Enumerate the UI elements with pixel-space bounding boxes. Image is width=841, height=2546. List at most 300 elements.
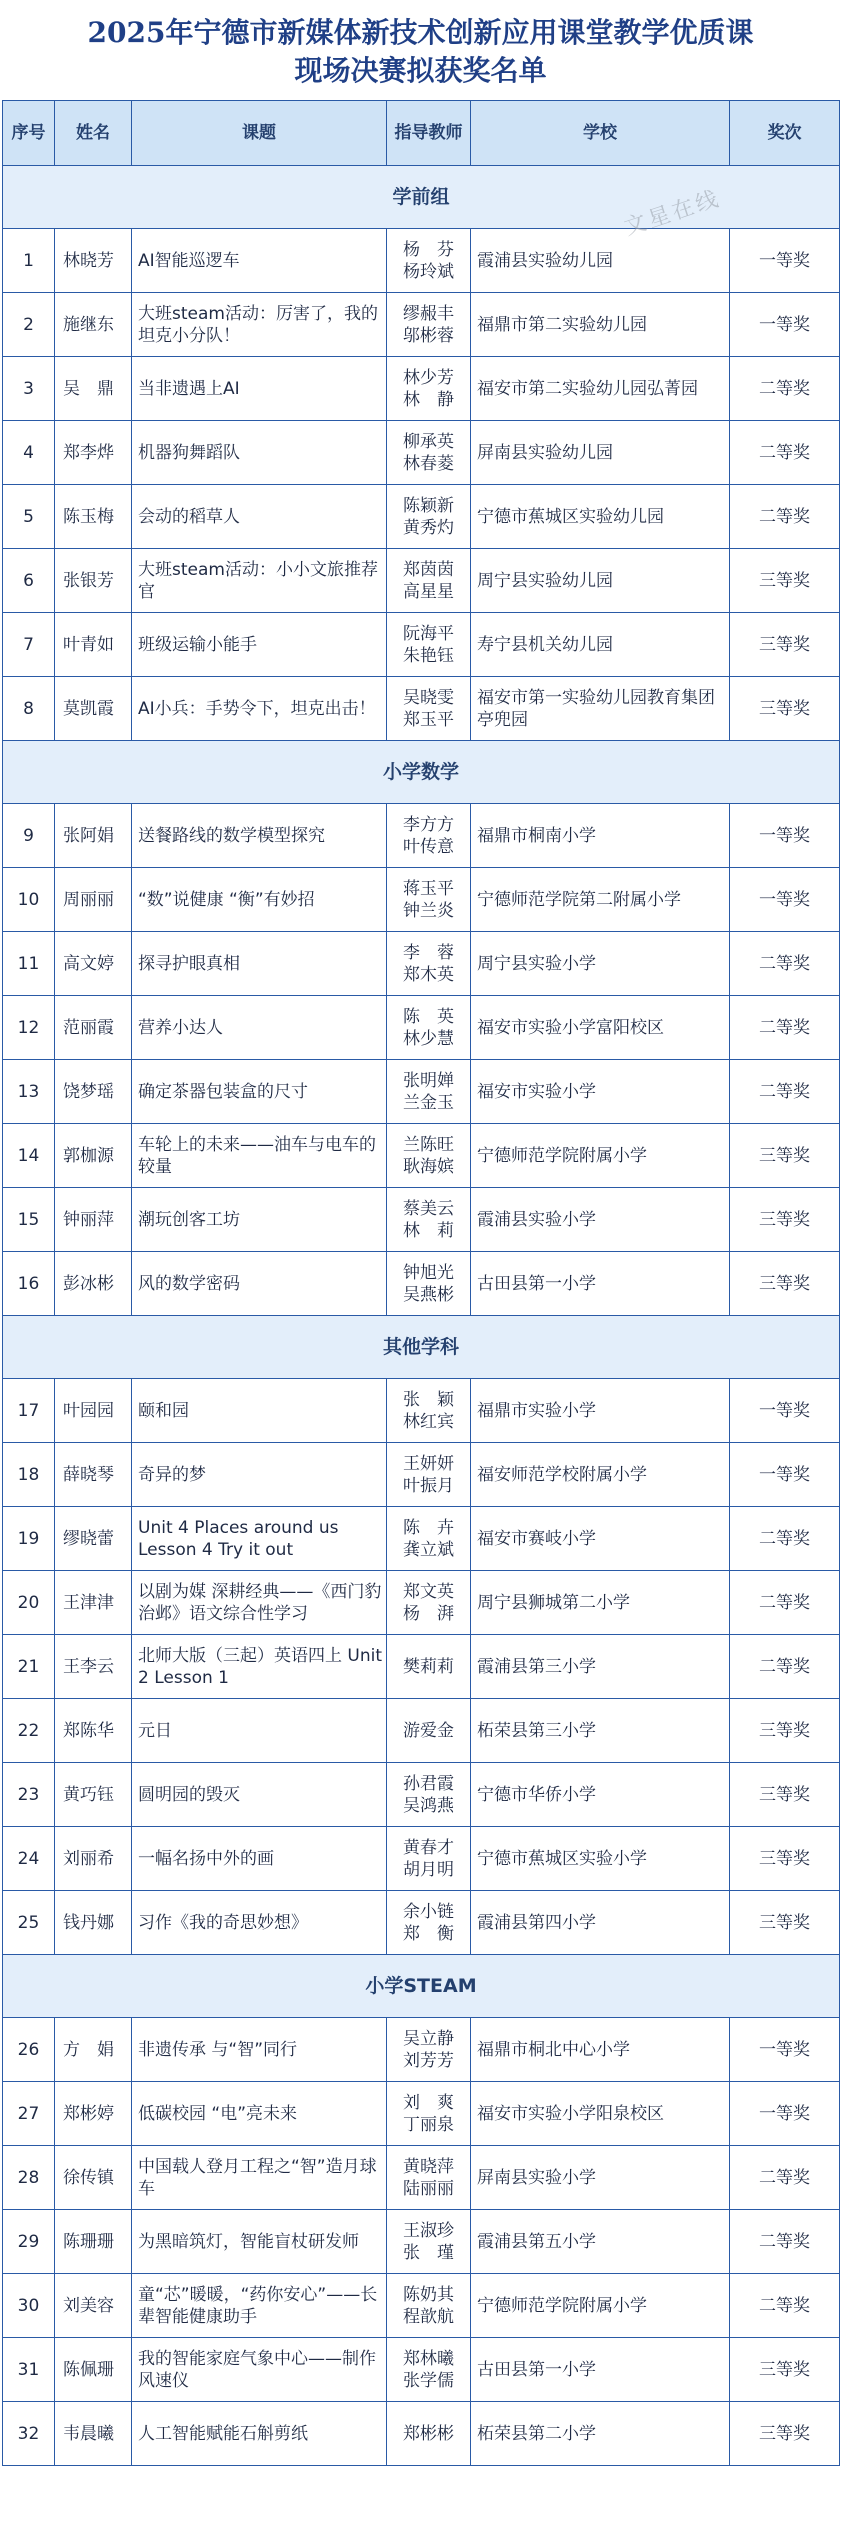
lesson-topic: AI智能巡逻车 [132,229,387,293]
award-level: 一等奖 [730,804,840,868]
lesson-topic: 潮玩创客工坊 [132,1188,387,1252]
table-row [3,1060,840,1124]
student-name: 张阿娟 [55,804,132,868]
advisor-teachers [387,2338,471,2402]
advisor-name: 钟旭光 [403,1262,454,1283]
advisor-name: 张 瑾 [403,2242,454,2263]
student-name: 林晓芳 [55,229,132,293]
school-name: 霞浦县第三小学 [471,1635,730,1699]
table-row [3,1571,840,1635]
table-row [3,2018,840,2082]
school-name: 福安市赛岐小学 [471,1507,730,1571]
advisor-name: 陈奶其 [403,2284,454,2305]
school-name: 福安市实验小学富阳校区 [471,996,730,1060]
advisor-name: 张 颖 [403,1389,454,1410]
table-row [3,549,840,613]
table-body [3,166,840,2466]
table-row [3,1827,840,1891]
lesson-topic: 会动的稻草人 [132,485,387,549]
student-name: 郑陈华 [55,1699,132,1763]
advisor-name: 阮海平 [403,623,454,644]
school-name: 福鼎市桐北中心小学 [471,2018,730,2082]
table-row [3,1763,840,1827]
lesson-topic: 童“芯”暖暖，“药你安心”——长辈智能健康助手 [132,2274,387,2338]
school-name: 宁德师范学院附属小学 [471,2274,730,2338]
advisor-teachers [387,421,471,485]
student-name: 张银芳 [55,549,132,613]
award-level: 三等奖 [730,1891,840,1955]
school-name: 寿宁县机关幼儿园 [471,613,730,677]
table-row [3,1891,840,1955]
lesson-topic: 元日 [132,1699,387,1763]
advisor-name: 郑木英 [403,964,454,985]
school-name: 古田县第一小学 [471,1252,730,1316]
row-index: 11 [3,932,55,996]
advisor-teachers [387,1763,471,1827]
advisor-teachers [387,1252,471,1316]
award-level: 二等奖 [730,485,840,549]
award-level: 二等奖 [730,1571,840,1635]
student-name: 叶青如 [55,613,132,677]
advisor-name: 郑彬彬 [403,2423,454,2444]
school-name: 福安师范学校附属小学 [471,1443,730,1507]
table-row [3,804,840,868]
advisor-name: 郑 衡 [403,1923,454,1944]
school-name: 福鼎市实验小学 [471,1379,730,1443]
table-row [3,1252,840,1316]
lesson-topic: 当非遗遇上AI [132,357,387,421]
table-row [3,1699,840,1763]
student-name: 彭冰彬 [55,1252,132,1316]
advisor-name: 缪赧丰 [403,303,454,324]
school-name: 福安市实验小学阳泉校区 [471,2082,730,2146]
advisor-name: 叶传意 [403,836,454,857]
award-level: 一等奖 [730,1443,840,1507]
advisor-name: 王妍妍 [403,1453,454,1474]
student-name: 叶园园 [55,1379,132,1443]
lesson-topic: 送餐路线的数学模型探究 [132,804,387,868]
student-name: 郑李烨 [55,421,132,485]
school-name: 周宁县实验幼儿园 [471,549,730,613]
advisor-name: 李 蓉 [403,942,454,963]
advisor-name: 蔡美云 [403,1198,454,1219]
student-name: 钱丹娜 [55,1891,132,1955]
student-name: 陈珊珊 [55,2210,132,2274]
row-index: 18 [3,1443,55,1507]
table-row [3,293,840,357]
table-row [3,1443,840,1507]
row-index: 28 [3,2146,55,2210]
advisor-name: 刘 爽 [403,2092,454,2113]
award-level: 二等奖 [730,2274,840,2338]
advisor-teachers [387,804,471,868]
header-award: 奖次 [730,101,840,166]
advisor-name: 朱艳钰 [403,645,454,666]
lesson-topic: 中国载人登月工程之“智”造月球车 [132,2146,387,2210]
award-level: 二等奖 [730,1635,840,1699]
advisor-name: 杨 湃 [403,1603,454,1624]
advisor-teachers [387,357,471,421]
advisor-name: 林 莉 [403,1220,454,1241]
table-header-row [3,101,840,166]
advisor-teachers [387,229,471,293]
lesson-topic: 班级运输小能手 [132,613,387,677]
advisor-name: 高星星 [403,581,454,602]
advisor-teachers [387,613,471,677]
school-name: 柘荣县第二小学 [471,2402,730,2466]
lesson-topic: 为黑暗筑灯，智能盲杖研发师 [132,2210,387,2274]
school-name: 霞浦县第四小学 [471,1891,730,1955]
school-name: 福安市第一实验幼儿园教育集团亭兜园 [471,677,730,741]
advisor-name: 刘芳芳 [403,2050,454,2071]
award-level: 三等奖 [730,1124,840,1188]
advisor-teachers [387,868,471,932]
advisor-teachers [387,677,471,741]
student-name: 方 娟 [55,2018,132,2082]
award-level: 三等奖 [730,1188,840,1252]
row-index: 7 [3,613,55,677]
lesson-topic: 颐和园 [132,1379,387,1443]
advisor-teachers [387,2274,471,2338]
lesson-topic: 确定茶器包装盒的尺寸 [132,1060,387,1124]
lesson-topic: 奇异的梦 [132,1443,387,1507]
advisor-name: 叶振月 [403,1475,454,1496]
advisor-name: 黄春才 [403,1837,454,1858]
advisor-teachers [387,2402,471,2466]
student-name: 陈佩珊 [55,2338,132,2402]
award-level: 二等奖 [730,2146,840,2210]
school-name: 古田县第一小学 [471,2338,730,2402]
lesson-topic: 圆明园的毁灭 [132,1763,387,1827]
award-level: 三等奖 [730,549,840,613]
advisor-name: 林红宾 [403,1411,454,1432]
school-name: 福安市实验小学 [471,1060,730,1124]
advisor-name: 程歆航 [403,2306,454,2327]
award-level: 一等奖 [730,229,840,293]
row-index: 27 [3,2082,55,2146]
row-index: 22 [3,1699,55,1763]
table-row [3,229,840,293]
student-name: 王李云 [55,1635,132,1699]
row-index: 17 [3,1379,55,1443]
award-level: 三等奖 [730,2338,840,2402]
advisor-teachers [387,2210,471,2274]
advisor-name: 林 静 [403,389,454,410]
advisor-teachers [387,1827,471,1891]
advisor-name: 林春菱 [403,453,454,474]
school-name: 霞浦县第五小学 [471,2210,730,2274]
school-name: 福安市第二实验幼儿园弘菁园 [471,357,730,421]
row-index: 4 [3,421,55,485]
header-topic: 课题 [132,101,387,166]
section-title: 其他学科 [3,1316,840,1379]
award-level: 三等奖 [730,1763,840,1827]
page-title [0,0,841,90]
table-row [3,421,840,485]
award-level: 二等奖 [730,932,840,996]
school-name: 宁德市华侨小学 [471,1763,730,1827]
lesson-topic: 车轮上的未来——油车与电车的较量 [132,1124,387,1188]
advisor-name: 柳承英 [403,431,454,452]
student-name: 王津津 [55,1571,132,1635]
lesson-topic: 营养小达人 [132,996,387,1060]
row-index: 5 [3,485,55,549]
award-level: 一等奖 [730,2082,840,2146]
row-index: 32 [3,2402,55,2466]
advisor-name: 孙君霞 [403,1773,454,1794]
award-level: 二等奖 [730,357,840,421]
school-name: 宁德师范学院附属小学 [471,1124,730,1188]
table-row [3,932,840,996]
student-name: 郭枷源 [55,1124,132,1188]
section-row [3,741,840,804]
table-row [3,2274,840,2338]
lesson-topic: AI小兵：手势令下，坦克出击！ [132,677,387,741]
watermark: 文星在线 [621,186,725,241]
student-name: 钟丽萍 [55,1188,132,1252]
school-name: 霞浦县实验小学 [471,1188,730,1252]
school-name: 屏南县实验幼儿园 [471,421,730,485]
section-title: 学前组 [3,166,840,229]
advisor-teachers [387,2082,471,2146]
award-level: 一等奖 [730,868,840,932]
lesson-topic: 低碳校园 “电”亮未来 [132,2082,387,2146]
advisor-teachers [387,1188,471,1252]
award-level: 三等奖 [730,1252,840,1316]
advisor-name: 樊莉莉 [403,1656,454,1677]
award-level: 二等奖 [730,996,840,1060]
school-name: 宁德师范学院第二附属小学 [471,868,730,932]
section-row [3,1955,840,2018]
advisor-name: 兰陈旺 [403,1134,454,1155]
student-name: 周丽丽 [55,868,132,932]
table-row [3,677,840,741]
header-name: 姓名 [55,101,132,166]
advisor-teachers [387,1507,471,1571]
advisor-name: 吴燕彬 [403,1284,454,1305]
student-name: 薛晓琴 [55,1443,132,1507]
advisor-teachers [387,549,471,613]
row-index: 21 [3,1635,55,1699]
advisor-name: 黄秀灼 [403,517,454,538]
row-index: 16 [3,1252,55,1316]
student-name: 施继东 [55,293,132,357]
award-level: 三等奖 [730,2402,840,2466]
student-name: 吴 鼎 [55,357,132,421]
row-index: 1 [3,229,55,293]
school-name: 福鼎市桐南小学 [471,804,730,868]
advisor-name: 张学儒 [403,2370,454,2391]
advisor-name: 蒋玉平 [403,878,454,899]
row-index: 24 [3,1827,55,1891]
header-index: 序号 [3,101,55,166]
school-name: 周宁县狮城第二小学 [471,1571,730,1635]
advisor-name: 林少芳 [403,367,454,388]
title-line-1: 2025年宁德市新媒体新技术创新应用课堂教学优质课 [87,16,754,49]
advisor-teachers [387,485,471,549]
school-name: 宁德市蕉城区实验幼儿园 [471,485,730,549]
table-row [3,2146,840,2210]
header-school: 学校 [471,101,730,166]
lesson-topic: 大班steam活动：小小文旅推荐官 [132,549,387,613]
lesson-topic: “数”说健康 “衡”有妙招 [132,868,387,932]
table-row [3,1379,840,1443]
advisor-teachers [387,1379,471,1443]
table-row [3,2338,840,2402]
advisor-name: 陈 卉 [403,1517,454,1538]
lesson-topic: 北师大版（三起）英语四上 Unit 2 Lesson 1 [132,1635,387,1699]
award-level: 二等奖 [730,2210,840,2274]
section-title: 小学数学 [3,741,840,804]
header-teacher: 指导教师 [387,101,471,166]
lesson-topic: 习作《我的奇思妙想》 [132,1891,387,1955]
student-name: 韦晨曦 [55,2402,132,2466]
advisor-name: 游爱金 [403,1720,454,1741]
school-name: 霞浦县实验幼儿园 [471,229,730,293]
student-name: 陈玉梅 [55,485,132,549]
advisor-name: 胡月明 [403,1859,454,1880]
award-level: 三等奖 [730,1699,840,1763]
advisor-name: 郑茵茵 [403,559,454,580]
row-index: 6 [3,549,55,613]
advisor-name: 王淑珍 [403,2220,454,2241]
row-index: 10 [3,868,55,932]
table-row [3,996,840,1060]
advisor-teachers [387,932,471,996]
school-name: 宁德市蕉城区实验小学 [471,1827,730,1891]
table-row [3,1124,840,1188]
student-name: 范丽霞 [55,996,132,1060]
award-level: 三等奖 [730,613,840,677]
row-index: 13 [3,1060,55,1124]
advisor-name: 郑玉平 [403,709,454,730]
advisor-name: 吴晓雯 [403,687,454,708]
row-index: 26 [3,2018,55,2082]
advisor-teachers [387,996,471,1060]
student-name: 刘美容 [55,2274,132,2338]
student-name: 高文婷 [55,932,132,996]
advisor-teachers [387,1124,471,1188]
advisor-teachers [387,2146,471,2210]
advisor-name: 林少慧 [403,1028,454,1049]
lesson-topic: 风的数学密码 [132,1252,387,1316]
advisor-name: 黄晓萍 [403,2156,454,2177]
advisor-name: 杨 芬 [403,239,454,260]
advisor-name: 邬彬蓉 [403,325,454,346]
advisor-name: 陈 英 [403,1006,454,1027]
table-row [3,1188,840,1252]
row-index: 12 [3,996,55,1060]
lesson-topic: 一幅名扬中外的画 [132,1827,387,1891]
lesson-topic: 人工智能赋能石斛剪纸 [132,2402,387,2466]
table-row [3,2402,840,2466]
row-index: 15 [3,1188,55,1252]
award-level: 三等奖 [730,677,840,741]
award-level: 一等奖 [730,293,840,357]
lesson-topic: 探寻护眼真相 [132,932,387,996]
lesson-topic: 机器狗舞蹈队 [132,421,387,485]
row-index: 2 [3,293,55,357]
award-level: 一等奖 [730,2018,840,2082]
student-name: 莫凯霞 [55,677,132,741]
row-index: 8 [3,677,55,741]
advisor-teachers [387,1891,471,1955]
lesson-topic: Unit 4 Places around us Lesson 4 Try it out [132,1507,387,1571]
table-row [3,613,840,677]
advisor-name: 陈颖新 [403,495,454,516]
advisor-name: 杨玲斌 [403,261,454,282]
student-name: 饶梦瑶 [55,1060,132,1124]
advisor-name: 张明婵 [403,1070,454,1091]
table-row [3,2082,840,2146]
advisor-teachers [387,1060,471,1124]
row-index: 30 [3,2274,55,2338]
advisor-name: 余小链 [403,1901,454,1922]
school-name: 柘荣县第三小学 [471,1699,730,1763]
table-row [3,357,840,421]
row-index: 23 [3,1763,55,1827]
student-name: 缪晓蕾 [55,1507,132,1571]
award-table [2,100,840,2466]
advisor-teachers [387,1699,471,1763]
advisor-name: 吴鸿燕 [403,1795,454,1816]
row-index: 9 [3,804,55,868]
title-line-2: 现场决赛拟获奖名单 [294,54,547,87]
advisor-name: 钟兰炎 [403,900,454,921]
advisor-teachers [387,293,471,357]
row-index: 29 [3,2210,55,2274]
table-row [3,1507,840,1571]
row-index: 25 [3,1891,55,1955]
student-name: 黄巧钰 [55,1763,132,1827]
student-name: 郑彬婷 [55,2082,132,2146]
award-level: 二等奖 [730,1060,840,1124]
advisor-name: 兰金玉 [403,1092,454,1113]
advisor-name: 陆丽丽 [403,2178,454,2199]
table-row [3,1635,840,1699]
award-level: 二等奖 [730,1507,840,1571]
advisor-name: 郑文英 [403,1581,454,1602]
award-level: 三等奖 [730,1827,840,1891]
advisor-teachers [387,1635,471,1699]
table-row [3,2210,840,2274]
award-level: 一等奖 [730,1379,840,1443]
advisor-name: 李方方 [403,814,454,835]
advisor-name: 丁丽泉 [403,2114,454,2135]
advisor-name: 龚立斌 [403,1539,454,1560]
row-index: 31 [3,2338,55,2402]
school-name: 福鼎市第二实验幼儿园 [471,293,730,357]
advisor-name: 郑林曦 [403,2348,454,2369]
lesson-topic: 我的智能家庭气象中心——制作风速仪 [132,2338,387,2402]
row-index: 3 [3,357,55,421]
award-level: 二等奖 [730,421,840,485]
student-name: 刘丽希 [55,1827,132,1891]
school-name: 周宁县实验小学 [471,932,730,996]
table-row [3,485,840,549]
advisor-teachers [387,2018,471,2082]
lesson-topic: 大班steam活动：厉害了，我的坦克小分队！ [132,293,387,357]
lesson-topic: 非遗传承 与“智”同行 [132,2018,387,2082]
school-name: 屏南县实验小学 [471,2146,730,2210]
row-index: 20 [3,1571,55,1635]
advisor-name: 耿海嫔 [403,1156,454,1177]
table-row [3,868,840,932]
advisor-teachers [387,1443,471,1507]
row-index: 14 [3,1124,55,1188]
advisor-name: 吴立静 [403,2028,454,2049]
student-name: 徐传镇 [55,2146,132,2210]
